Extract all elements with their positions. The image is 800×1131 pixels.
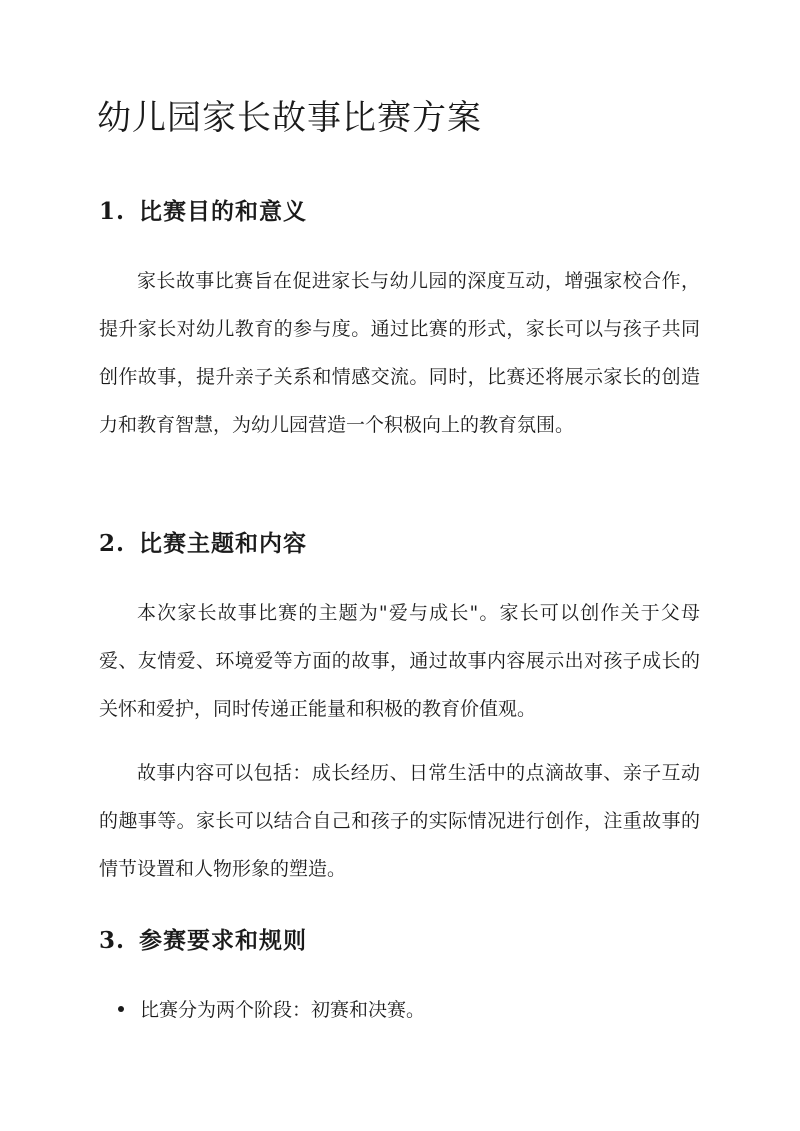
section-2-paragraph-2: 故事内容可以包括：成长经历、日常生活中的点滴故事、亲子互动的趣事等。家长可以结合自己和孩子的实际情况进行创作，注重故事的情节设置和人物形象的塑造。 bbox=[99, 762, 700, 880]
section-3-number: 3. bbox=[99, 927, 126, 954]
section-2-title: 比赛主题和内容 bbox=[139, 530, 307, 557]
section-1-title: 比赛目的和意义 bbox=[139, 198, 307, 225]
section-3-title: 参赛要求和规则 bbox=[139, 927, 307, 954]
bullet-dot-icon bbox=[118, 1006, 124, 1012]
section-2-number: 2. bbox=[99, 530, 126, 557]
bullet-item bbox=[118, 995, 698, 1025]
section-1-paragraph-1: 家长故事比赛旨在促进家长与幼儿园的深度互动，增强家校合作，提升家长对幼儿教育的参与度。通过比赛的形式，家长可以与孩子共同创作故事，提升亲子关系和情感交流。同时，比赛还将展示家长的创造力和教育智慧，为幼儿园营造一个积极向上的教育氛围。 bbox=[99, 270, 700, 436]
section-3-heading bbox=[99, 926, 719, 956]
section-2-heading bbox=[99, 529, 719, 559]
bullet-text: 比赛分为两个阶段：初赛和决赛。 bbox=[140, 999, 426, 1021]
document-title: 幼儿园家长故事比赛方案 bbox=[97, 98, 482, 138]
section-2-paragraph-1: 本次家长故事比赛的主题为"爱与成长"。家长可以创作关于父母爱、友情爱、环境爱等方面的故事，通过故事内容展示出对孩子成长的关怀和爱护，同时传递正能量和积极的教育价值观。 bbox=[99, 602, 700, 720]
section-1-heading bbox=[99, 197, 719, 227]
section-1-number: 1. bbox=[99, 198, 126, 225]
